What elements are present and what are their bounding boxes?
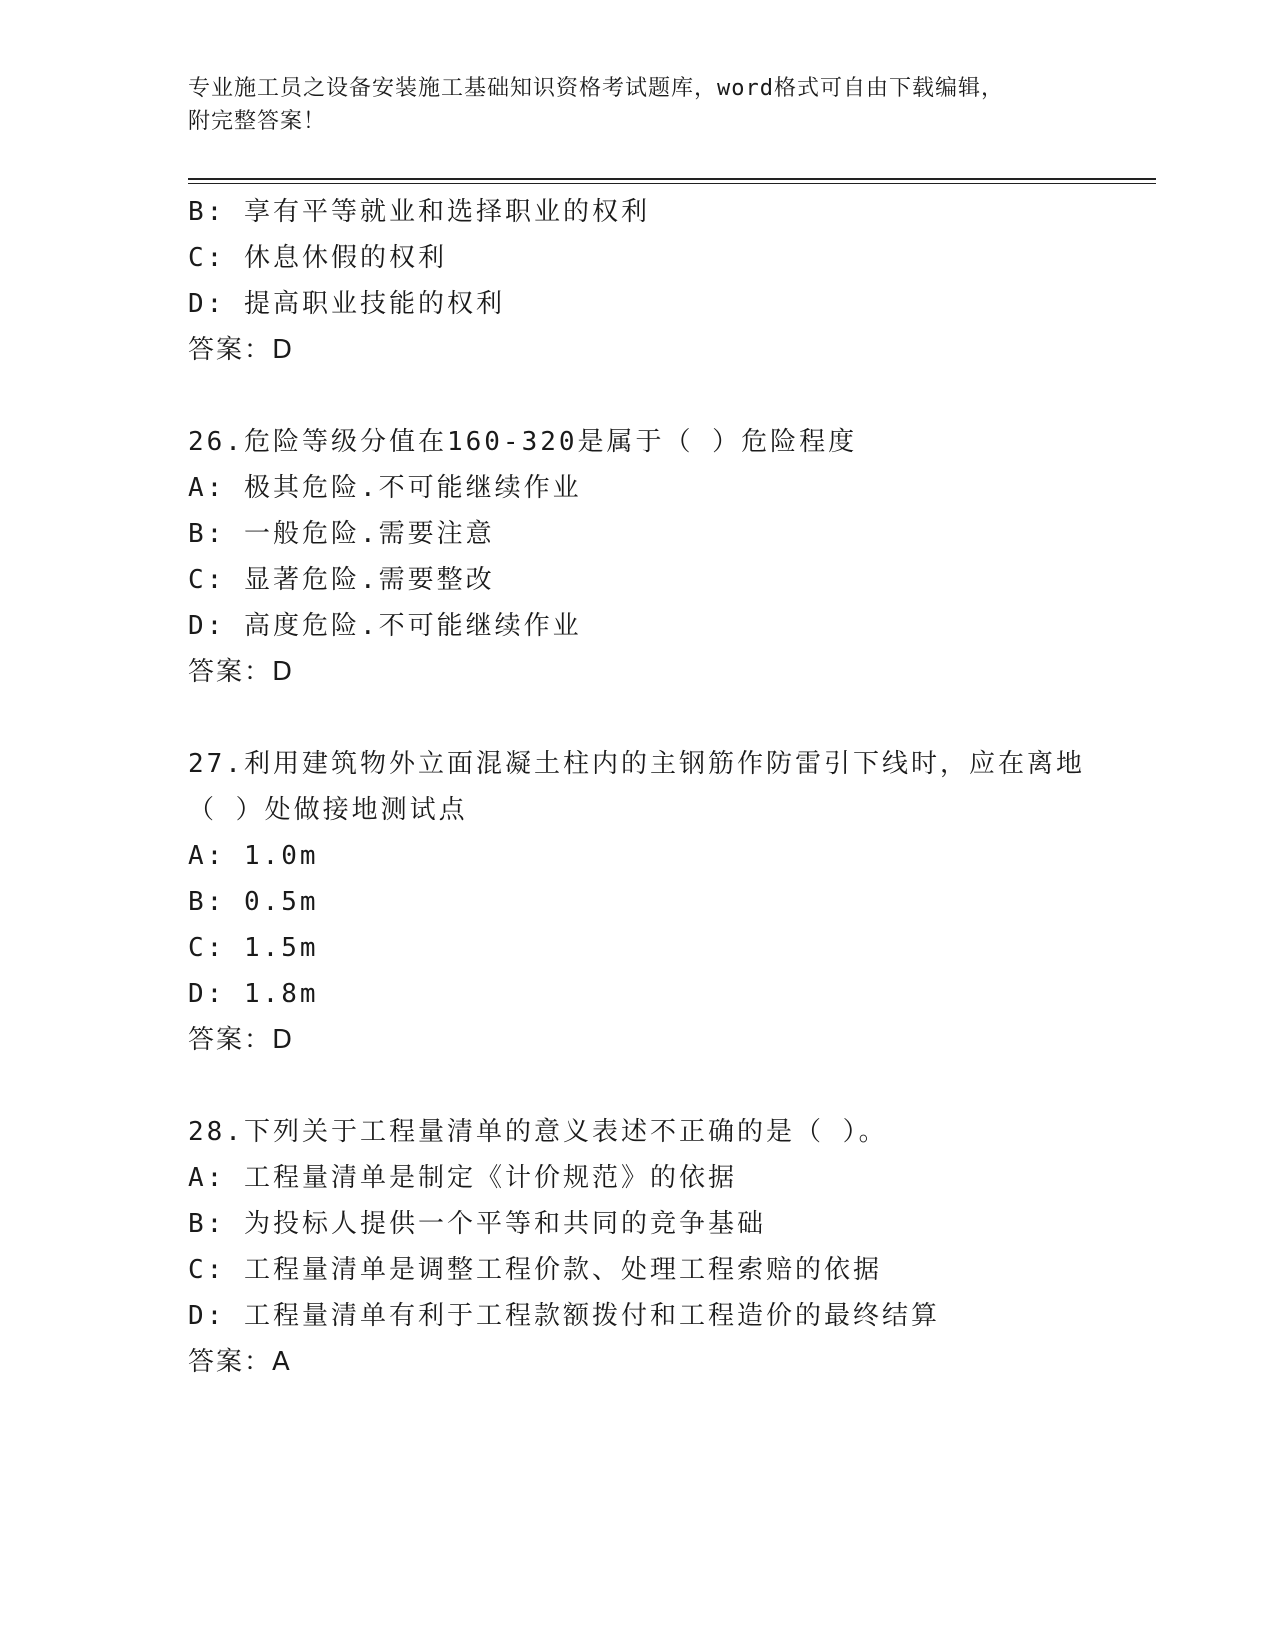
option-c: C: 显著危险.需要整改	[188, 565, 495, 595]
option-c: C: 1.5m	[188, 933, 319, 963]
question-text: 28.下列关于工程量清单的意义表述不正确的是（ ）。	[188, 1117, 888, 1147]
option-b: B: 一般危险.需要注意	[188, 519, 495, 549]
header-divider-thick	[188, 178, 1156, 180]
option-b: B: 享有平等就业和选择职业的权利	[188, 197, 650, 227]
header-divider-thin	[188, 183, 1156, 184]
question-spacer	[188, 1063, 1088, 1109]
option-b: B: 0.5m	[188, 887, 319, 917]
question-list	[188, 189, 1088, 1385]
option-a: A: 极其危险.不可能继续作业	[188, 473, 582, 503]
option-d: D: 1.8m	[188, 979, 319, 1009]
question-27	[188, 741, 1088, 1063]
question-text: 26.危险等级分值在160-320是属于（ ）危险程度	[188, 427, 858, 457]
option-c: C: 工程量清单是调整工程价款、处理工程索赔的依据	[188, 1255, 882, 1285]
question-spacer	[188, 373, 1088, 419]
question-25-continued	[188, 189, 1088, 373]
header-line-1: 专业施工员之设备安装施工基础知识资格考试题库，word格式可自由下载编辑，	[188, 76, 1004, 101]
question-text-line-2: （ ）处做接地测试点	[188, 795, 468, 825]
answer-label: 答案：A	[188, 1347, 292, 1377]
option-c: C: 休息休假的权利	[188, 243, 447, 273]
question-text-line-1: 27.利用建筑物外立面混凝土柱内的主钢筋作防雷引下线时，应在离地	[188, 749, 1085, 779]
option-a: A: 1.0m	[188, 841, 319, 871]
question-26	[188, 419, 1088, 695]
answer-label: 答案：D	[188, 335, 295, 365]
option-d: D: 高度危险.不可能继续作业	[188, 611, 582, 641]
option-d: D: 提高职业技能的权利	[188, 289, 505, 319]
header-line-2: 附完整答案！	[188, 109, 327, 134]
answer-label: 答案：D	[188, 1025, 295, 1055]
option-d: D: 工程量清单有利于工程款额拨付和工程造价的最终结算	[188, 1301, 940, 1331]
answer-label: 答案：D	[188, 657, 295, 687]
question-28	[188, 1109, 1088, 1385]
option-b: B: 为投标人提供一个平等和共同的竞争基础	[188, 1209, 766, 1239]
question-spacer	[188, 695, 1088, 741]
option-a: A: 工程量清单是制定《计价规范》的依据	[188, 1163, 737, 1193]
document-header	[188, 72, 1088, 138]
